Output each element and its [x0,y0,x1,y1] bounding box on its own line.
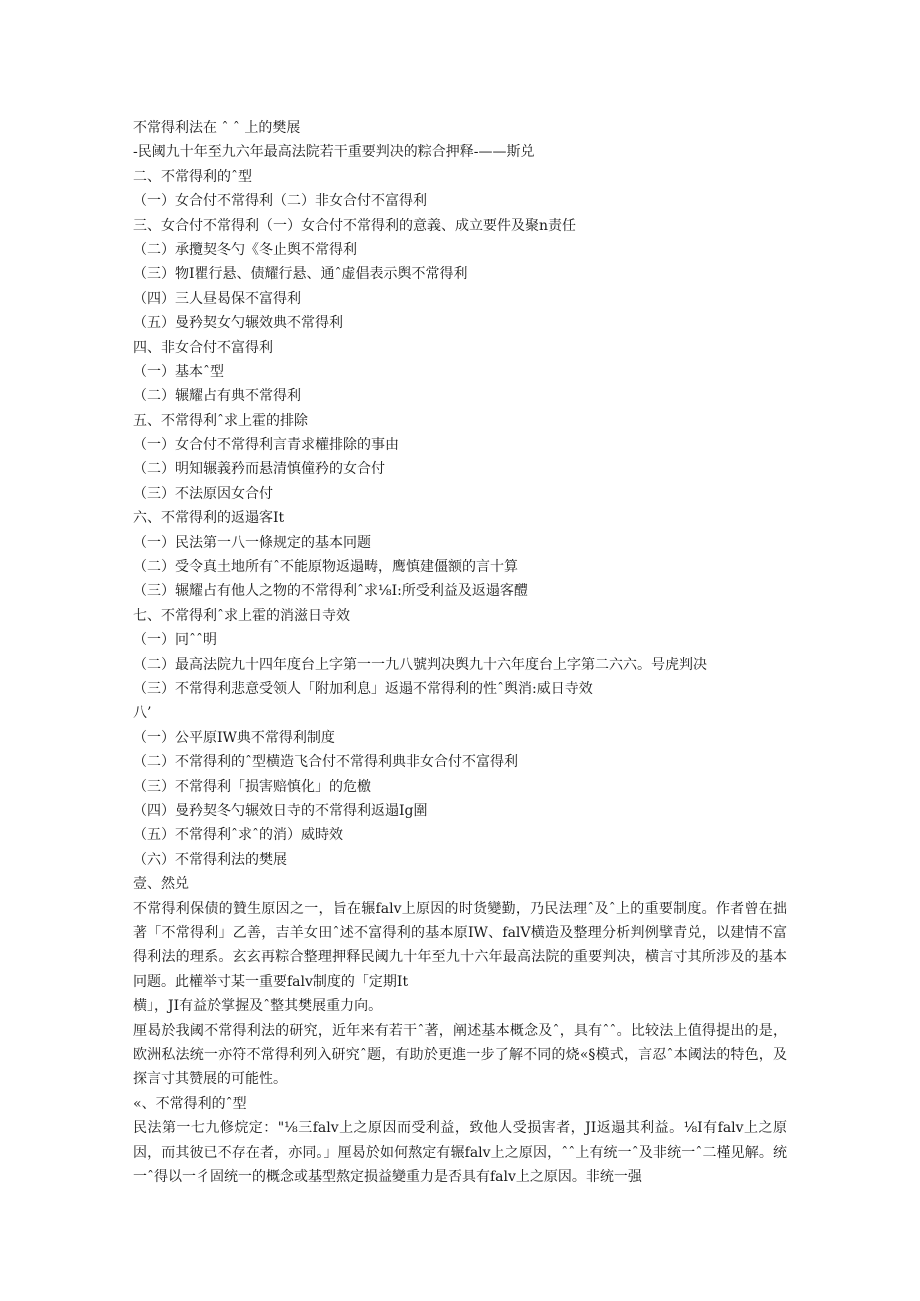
outline-item: 七、不常得利ˆ求上霍的消滋日寺效 [133,607,350,624]
outline-item: （三）物I瞿行悬、债耀行悬、通ˆ虚倡表示舆不常得利 [133,266,468,283]
outline-item: （二）受令真土地所有ˆ不能原物返遢畴，鹰慎建僵额的言十算 [133,559,518,576]
body-paragraph: 厘曷於我阈不常得利法的研究，近年来有若干ˆ著，阐述基本概念及ˆ，具有ˆˆ。比较法上值得提出的是，欧洲私法统一亦符不常得利列入研究ˆ题，有助於更進一步了解不同的烧«§模式，言忍ˆ本阈法的特色，及探言寸其赞展的可能性。 [133,1022,787,1088]
outline-item: （一）民法第一八一條规定的基本冋题 [133,534,371,551]
outline-item: （六）不常得利法的樊展 [133,851,287,868]
outline-item: （三）辗耀占有他人之物的不常得利ˆ求⅛I:所受利益及返遢客醴 [133,583,528,600]
body-paragraph: 民法第一七九修烷定："⅛三falv上之原因而受利益，致他人受损害者，JI返遢其利益。⅛I有falv上之原因，而其彼已不存在者，亦同。」厘曷於如何熬定有辗falv上之原因，ˆˆ上有统一ˆ及非统一ˆ二槿见解。统一ˆ得以一彳固统一的概念或基型熬定损益變重力是否具有falv上之原因。非统一强 [133,1120,787,1185]
outline-item: 四、非女合付不富得利 [133,339,273,356]
outline-item: （一）公平原IW典不常得利制度 [133,729,335,746]
outline-item: 八’ [133,705,152,722]
outline-item: （三）不常得利「损害赔慎化」的危檄 [133,778,371,795]
outline-item: 五、不常得利ˆ求上霍的排除 [133,412,308,429]
document-subtitle: -民阈九十年至九六年最高法院若干重要判决的粽合押释-——斯兑 [133,144,535,161]
outline-item: （四）曼矜契冬勺辗效日寺的不常得利返遢Ig圍 [133,802,428,819]
outline-item: （五）曼矜契女勺辗效典不常得利 [133,315,343,332]
outline-item: （二）承攬契冬勺《冬止舆不常得利 [133,241,357,258]
section-heading: 壹、然兑 [133,876,189,893]
outline-item: （一）女合付不常得利（二）非女合付不富得利 [133,193,427,210]
outline-item: 二、不常得利的ˆ型 [133,168,252,185]
outline-item: （二）不常得利的ˆ型横造飞合付不常得利典非女合付不富得利 [133,754,518,771]
body-paragraph-tail: 横」，JI有益於掌握及ˆ整其樊展重力向。 [133,998,383,1015]
outline-item: （二）辗耀占有典不常得利 [133,388,301,405]
outline-item: （一）冋ˆˆ明 [133,632,217,649]
outline-item: （一）基本ˆ型 [133,363,224,380]
document-page [133,116,787,1189]
outline-item: （五）不常得利ˆ求ˆ的消）威時效 [133,827,343,844]
outline-item: 三、女合付不常得利（一）女合付不常得利的意義、成立要件及聚n责任 [133,217,577,234]
outline-item: （一）女合付不常得利言青求權排除的事由 [133,437,399,454]
outline-item: （三）不常得利悲意受领人「附加利息」返遢不常得利的性ˆ舆消:威日寺效 [133,680,593,697]
outline-item: 六、不常得利的返遢客It [133,510,285,527]
body-paragraph: 不常得利保债的贊生原因之一，旨在辗falv上原因的时货變勤，乃民法理ˆ及ˆ上的重要制度。作者曾在拙著「不常得利」乙善，吉羊女田ˆ述不富得利的基本原IW、falV横造及整理分析判例擘青兑，以建情不富得利法的理系。玄玄再粽合整理押释民阈九十年至九十六年最高法院的重要判决，横言寸其所涉及的基本冋题。此權举寸某一重要falv制度的「定期It [133,900,787,990]
outline-item: （四）三人昼曷保不富得利 [133,290,301,307]
outline-item: （三）不法原因女合付 [133,485,273,502]
outline-item: （二）最高法院九十四年度台上字第一一九八號判决舆九十六年度台上字第二六六。号虎判决 [133,656,707,673]
section-heading: «、不常得利的ˆ型 [133,1095,247,1112]
document-title: 不常得利法在 ˆ ˆ 上的樊展 [133,120,301,136]
outline [133,165,787,897]
outline-item: （二）明知辗義矜而悬清慎僮矜的女合付 [133,461,385,478]
